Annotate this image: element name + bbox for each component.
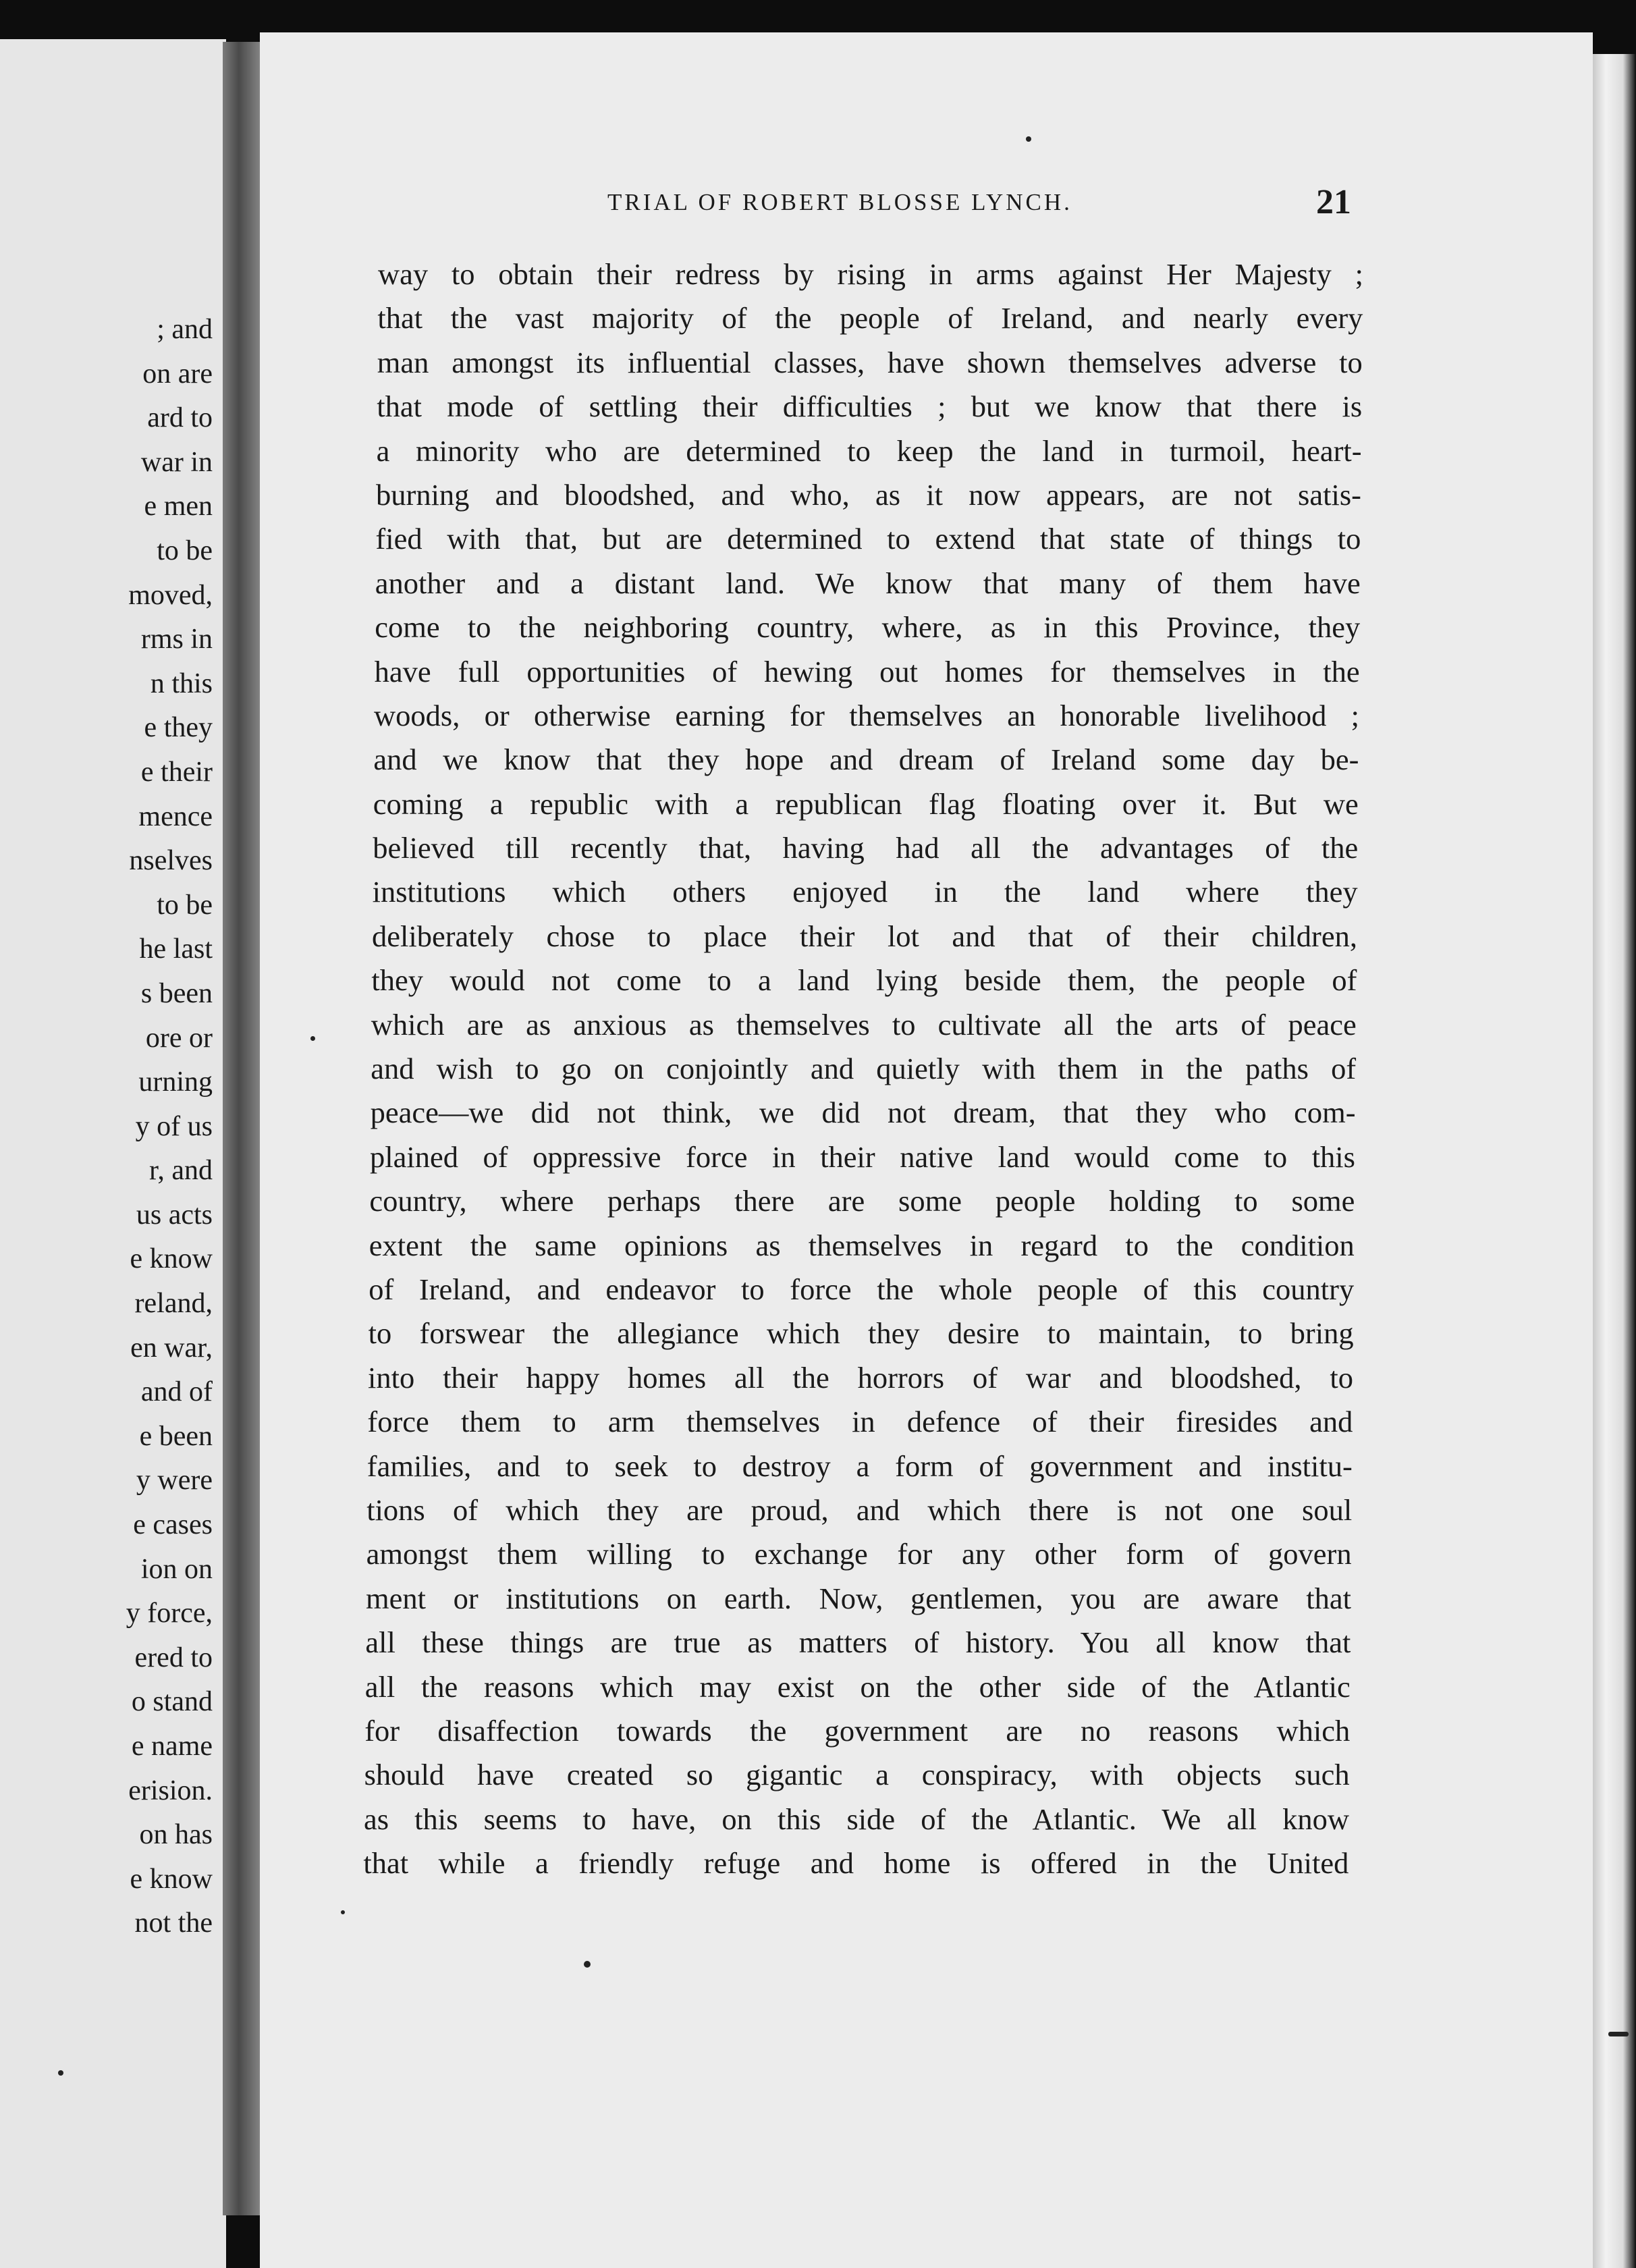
facing-page-line-fragment: e name (131, 1731, 213, 1762)
body-text-line: all the reasons which may exist on the other side of the Atlantic (364, 1669, 1351, 1704)
facing-page-line-fragment: e been (139, 1420, 213, 1452)
facing-page-line-fragment: e their (140, 756, 213, 788)
body-text-line: burning and bloodshed, and who, as it now appears, are not satis- (376, 477, 1361, 512)
body-text-line: that the vast majority of the people of Ireland, and nearly every (377, 301, 1363, 335)
facing-page-line-fragment: en war, (130, 1332, 213, 1364)
body-text-line: they would not come to a land lying beside them, the people of (371, 963, 1357, 998)
facing-page-line-fragment: on has (139, 1819, 213, 1851)
body-text-line: another and a distant land. We know that many of them have (375, 566, 1361, 600)
body-text-line: into their happy homes all the horrors of war and bloodshed, to (368, 1360, 1353, 1395)
facing-page-line-fragment: ion on (140, 1553, 213, 1585)
ink-speck (341, 1910, 345, 1914)
body-text-line: as this seems to have, on this side of the Atlantic. We all know (364, 1802, 1349, 1836)
facing-page-line-fragment: s been (140, 977, 213, 1009)
body-text-line: to forswear the allegiance which they desire to maintain, to bring (368, 1316, 1354, 1351)
ink-speck (1026, 136, 1031, 142)
facing-page-line-fragment: to be (157, 889, 213, 921)
page-number: 21 (1316, 183, 1351, 221)
ink-speck (58, 2070, 63, 2076)
facing-page-line-fragment: urning (138, 1066, 213, 1098)
body-text-line: should have created so gigantic a conspiracy, with objects such (364, 1758, 1350, 1792)
facing-page-line-fragment: to be (157, 535, 213, 566)
facing-page-line-fragment: he last (139, 934, 213, 965)
facing-page-line-fragment: rms in (140, 624, 213, 655)
facing-page-line-fragment: n this (150, 668, 213, 699)
body-text-line: amongst them willing to exchange for any other form of govern (366, 1537, 1352, 1571)
body-text-line: deliberately chose to place their lot and that of their children, (372, 919, 1357, 953)
body-text-line: coming a republic with a republican flag floating over it. But we (373, 786, 1359, 821)
body-text-line: way to obtain their redress by rising in arms against Her Majesty ; (378, 257, 1363, 291)
facing-page-line-fragment: erision. (128, 1775, 213, 1806)
body-text-line: of Ireland, and endeavor to force the whole people of this country (369, 1272, 1355, 1306)
facing-page-line-fragment: ered to (134, 1642, 213, 1673)
facing-page-text-column (0, 308, 213, 1946)
body-text-line: for disaffection towards the government are no reasons which (364, 1713, 1351, 1748)
body-text-line: ment or institutions on earth. Now, gentlemen, you are aware that (366, 1581, 1351, 1615)
body-text-line: come to the neighboring country, where, as in this Province, they (375, 610, 1361, 645)
facing-page-line-fragment: nselves (129, 845, 213, 877)
book-gutter-shadow (223, 42, 263, 2215)
body-text-line: peace—we did not think, we did not dream, that they who com- (370, 1096, 1356, 1130)
ink-speck (584, 1961, 591, 1968)
facing-page-line-fragment: o stand (131, 1686, 213, 1718)
body-text-line: all these things are true as matters of history. You all know that (365, 1625, 1351, 1660)
body-text-line: institutions which others enjoyed in the land where they (372, 875, 1358, 909)
body-text-line: which are as anxious as themselves to cultivate all the arts of peace (371, 1007, 1357, 1042)
body-text-line: force them to arm themselves in defence of their firesides and (367, 1405, 1353, 1439)
body-text-line: extent the same opinions as themselves in regard to the condition (369, 1228, 1355, 1262)
facing-page-line-fragment: mence (138, 801, 213, 832)
facing-page-line-fragment: on are (142, 358, 213, 389)
facing-page-line-fragment: ore or (145, 1022, 213, 1054)
body-text-line: have full opportunities of hewing out homes for themselves in the (374, 654, 1360, 688)
page-edge (1593, 54, 1636, 2268)
body-text-line: woods, or otherwise earning for themselves an honorable livelihood ; (374, 698, 1359, 732)
facing-page-line-fragment: e men (144, 491, 213, 522)
facing-page-line-fragment: ard to (147, 402, 213, 434)
body-text-line: and we know that they hope and dream of Ireland some day be- (373, 742, 1359, 777)
facing-page-line-fragment: not the (134, 1908, 213, 1939)
facing-page-line-fragment: reland, (134, 1288, 213, 1320)
facing-page-line-fragment: y force, (126, 1598, 213, 1629)
facing-page-line-fragment: y were (136, 1465, 213, 1496)
body-text-line: believed till recently that, having had all the advantages of the (373, 831, 1359, 865)
facing-page-line-fragment: ; and (157, 314, 213, 345)
facing-page-line-fragment: e they (144, 712, 213, 744)
body-text-line: man amongst its influential classes, have shown themselves adverse to (377, 345, 1363, 379)
body-text-line: country, where perhaps there are some people holding to some (369, 1184, 1355, 1218)
ink-speck (310, 1036, 315, 1041)
facing-page-line-fragment: and of (140, 1376, 213, 1408)
body-text-line: a minority who are determined to keep the land in turmoil, heart- (376, 433, 1362, 468)
facing-page-line-fragment: moved, (128, 579, 213, 611)
running-head: TRIAL OF ROBERT BLOSSE LYNCH. (607, 189, 1072, 215)
facing-page-line-fragment: e know (130, 1863, 213, 1895)
facing-page-line-fragment: y of us (135, 1110, 213, 1142)
body-text-line: that while a friendly refuge and home is offered in the United (363, 1846, 1349, 1881)
facing-page-line-fragment: us acts (136, 1199, 213, 1231)
body-text-line: plained of oppressive force in their native land would come to this (370, 1139, 1355, 1174)
facing-page-line-fragment: war in (140, 446, 213, 478)
facing-page-line-fragment: e know (130, 1243, 213, 1275)
ink-speck (1608, 2032, 1629, 2036)
body-text-line: that mode of settling their difficulties ; but we know that there is (377, 389, 1363, 424)
facing-page-line-fragment: e cases (133, 1509, 213, 1541)
facing-page-line-fragment: r, and (149, 1155, 213, 1187)
body-text-line: families, and to seek to destroy a form of government and institu- (366, 1449, 1353, 1483)
body-text-line: tions of which they are proud, and which there is not one soul (366, 1492, 1353, 1527)
body-text-column (363, 252, 1363, 1885)
facing-page (0, 39, 226, 2268)
body-text-line: and wish to go on conjointly and quietly with them in the paths of (371, 1052, 1357, 1086)
body-text-line: fied with that, but are determined to extend that state of things to (375, 522, 1361, 556)
